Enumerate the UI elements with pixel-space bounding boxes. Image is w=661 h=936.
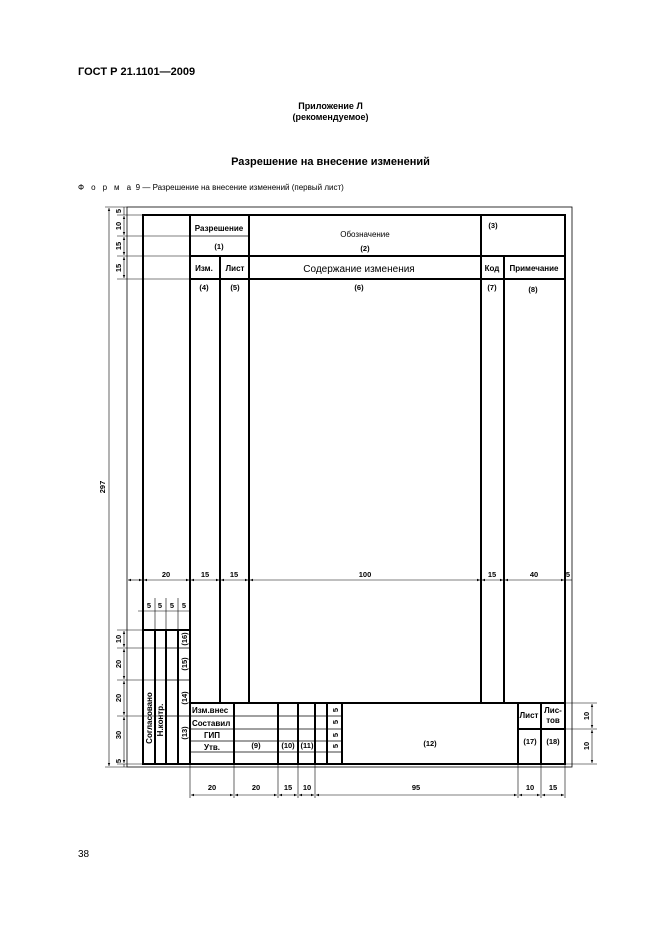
- stamp-list: Лист: [519, 711, 539, 720]
- main-table-lines: [190, 215, 565, 764]
- side-number-13: (13): [180, 726, 189, 740]
- side-nkontr: Н.контр.: [156, 703, 165, 737]
- dim-mid-15-a: 15: [200, 570, 210, 579]
- dim-stamp-5-row4: 5: [331, 743, 340, 749]
- dim-right-10-a: 10: [582, 711, 591, 721]
- dim-bottom-20-a: 20: [207, 783, 217, 792]
- dim-bottom-15-b: 15: [548, 783, 558, 792]
- header-oboznachenie-number: (2): [360, 244, 370, 253]
- dim-left-20-a: 20: [114, 659, 123, 669]
- stamp-listov-line1: Лис-: [544, 706, 562, 715]
- dim-side-5-a: 5: [146, 601, 152, 610]
- header-list: Лист: [225, 264, 245, 273]
- dim-left-10-top: 10: [114, 221, 123, 231]
- header-kod: Код: [484, 264, 500, 273]
- dim-side-5-b: 5: [157, 601, 163, 610]
- stamp-number-12: (12): [423, 739, 437, 748]
- side-number-16: (16): [180, 632, 189, 646]
- sheet-border: [127, 207, 572, 767]
- dim-bottom-10-b: 10: [525, 783, 535, 792]
- dim-stamp-5-row1: 5: [331, 707, 340, 713]
- document-standard-header: ГОСТ Р 21.1101—2009: [78, 66, 196, 78]
- dim-left-15-b: 15: [114, 263, 123, 273]
- dim-height-297: 297: [98, 480, 107, 494]
- header-razreshenie: Разрешение: [194, 224, 244, 233]
- dim-stamp-5-row2: 5: [331, 719, 340, 725]
- annex-title: Приложение Л: [298, 101, 363, 111]
- stamp-number-17: (17): [523, 737, 537, 746]
- stamp-lines-thick: [234, 703, 565, 764]
- dim-left-5-bottom: 5: [114, 758, 123, 764]
- dim-left-30: 30: [114, 730, 123, 740]
- dim-bottom-20-b: 20: [251, 783, 261, 792]
- inner-frame: [143, 215, 565, 764]
- dim-side-5-d: 5: [181, 601, 187, 610]
- side-number-14: (14): [180, 691, 189, 705]
- dim-mid-100: 100: [358, 570, 372, 579]
- form-prefix: Ф о р м а: [78, 183, 134, 192]
- stamp-sostavil: Составил: [192, 719, 231, 728]
- dim-stamp-5-row3: 5: [331, 732, 340, 738]
- dim-mid-20: 20: [161, 570, 171, 579]
- header-code-3: (3): [488, 221, 498, 230]
- header-content: Содержание изменения: [303, 264, 415, 275]
- dim-left-15-a: 15: [114, 241, 123, 251]
- form-number: 9: [135, 183, 141, 192]
- col-number-5: (5): [230, 283, 240, 292]
- stamp-utv: Утв.: [203, 743, 221, 752]
- page-title: Разрешение на внесение изменений: [231, 156, 430, 168]
- col-number-7: (7): [487, 283, 497, 292]
- stamp-izm-vnes: Изм.внес: [192, 706, 229, 715]
- dim-mid-15-b: 15: [229, 570, 239, 579]
- stamp-number-9: (9): [251, 741, 261, 750]
- col-number-4: (4): [199, 283, 209, 292]
- col-number-6: (6): [354, 283, 364, 292]
- dim-bottom-15-a: 15: [283, 783, 293, 792]
- header-note: Примечание: [509, 264, 559, 273]
- stamp-gip: ГИП: [203, 731, 221, 740]
- dim-left-20-b: 20: [114, 693, 123, 703]
- dim-right-10-b: 10: [582, 741, 591, 751]
- header-oboznachenie: Обозначение: [340, 230, 390, 239]
- dim-mid-15-c: 15: [487, 570, 497, 579]
- stamp-number-18: (18): [546, 737, 560, 746]
- form-caption-text: — Разрешение на внесение изменений (первый лист): [142, 183, 344, 192]
- annex-note: (рекомендуемое): [292, 112, 369, 122]
- dim-side-5-c: 5: [169, 601, 175, 610]
- dimension-lines: [109, 207, 592, 795]
- col-number-8: (8): [528, 285, 538, 294]
- dim-mid-40: 40: [529, 570, 539, 579]
- dim-bottom-95: 95: [411, 783, 421, 792]
- header-izm: Изм.: [195, 264, 213, 273]
- stamp-listov-line2: тов: [546, 716, 560, 725]
- stamp-number-10: (10): [281, 741, 295, 750]
- side-number-15: (15): [180, 657, 189, 671]
- dim-left-10-bottom: 10: [114, 634, 123, 644]
- dim-left-5-top: 5: [114, 208, 123, 214]
- header-razreshenie-number: (1): [214, 242, 224, 251]
- side-soglasovano: Согласовано: [145, 692, 154, 744]
- dim-mid-5: 5: [565, 570, 571, 579]
- page-number: 38: [78, 849, 90, 860]
- dim-bottom-10-a: 10: [302, 783, 312, 792]
- stamp-number-11: (11): [300, 741, 314, 750]
